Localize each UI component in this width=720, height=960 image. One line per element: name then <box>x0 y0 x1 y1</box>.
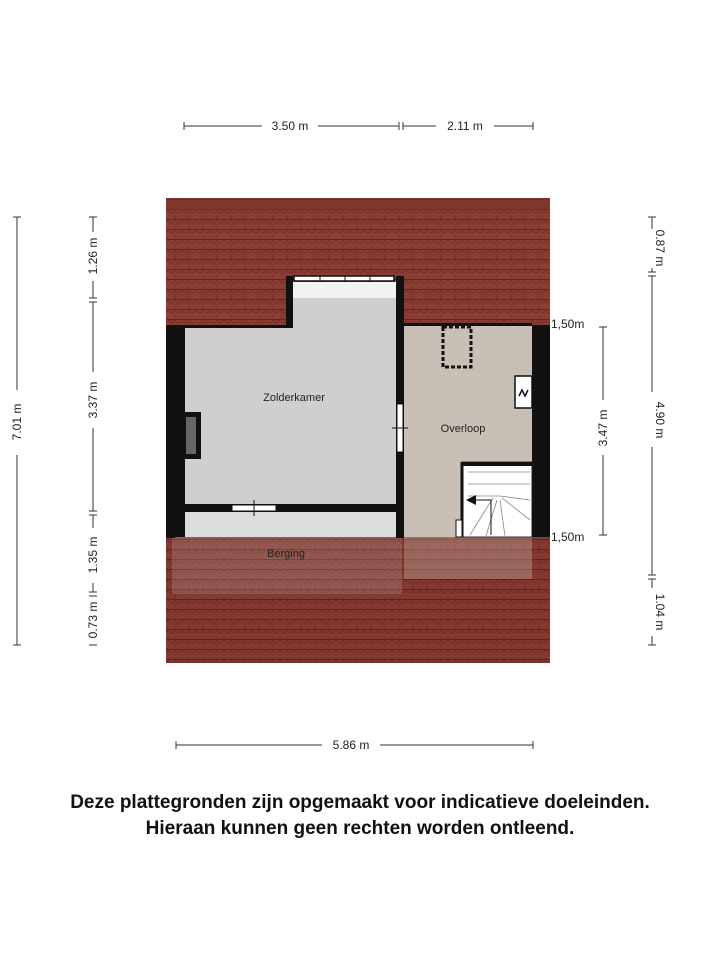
staircase <box>456 462 532 537</box>
dim-right-outer-seg1: 0.87 m <box>653 229 667 267</box>
dim-right-outer-seg3: 1.04 m <box>653 593 667 631</box>
dim-left-seg2: 3.37 m <box>86 381 100 419</box>
roof-ridge-band <box>166 198 550 210</box>
dim-top-right: 2.11 m <box>447 119 483 133</box>
dim-right-outer-seg2: 4.90 m <box>653 401 667 439</box>
dim-right-inner: 3.47 m <box>596 409 610 447</box>
disclaimer-line-2: Hieraan kunnen geen rechten worden ontleend. <box>145 818 575 839</box>
dim-left-seg3: 1.35 m <box>86 536 100 574</box>
overloop-lower-shadow <box>404 537 532 579</box>
disclaimer-line-1: Deze plattegronden zijn opgemaakt voor indicatieve doeleinden. <box>70 792 650 813</box>
dim-left-outer: 7.01 m <box>10 403 24 441</box>
height-mark-bottom: 1,50m <box>551 530 585 544</box>
berging-lower-zone <box>172 537 402 594</box>
dim-bottom: 5.86 m <box>332 738 370 752</box>
room-label-zolderkamer: Zolderkamer <box>263 392 325 404</box>
dim-left-seg4: 0.73 m <box>86 601 100 639</box>
room-label-overloop: Overloop <box>440 423 486 435</box>
chimney <box>186 417 196 454</box>
berging-floor <box>175 512 397 537</box>
dim-top-left: 3.50 m <box>271 119 309 133</box>
zolderkamer-dormer-sill <box>290 282 400 298</box>
height-mark-top: 1,50m <box>551 317 585 331</box>
dim-left-seg1: 1.26 m <box>86 237 100 275</box>
zolderkamer-dormer-window <box>294 276 394 281</box>
room-label-berging: Berging <box>267 548 305 560</box>
